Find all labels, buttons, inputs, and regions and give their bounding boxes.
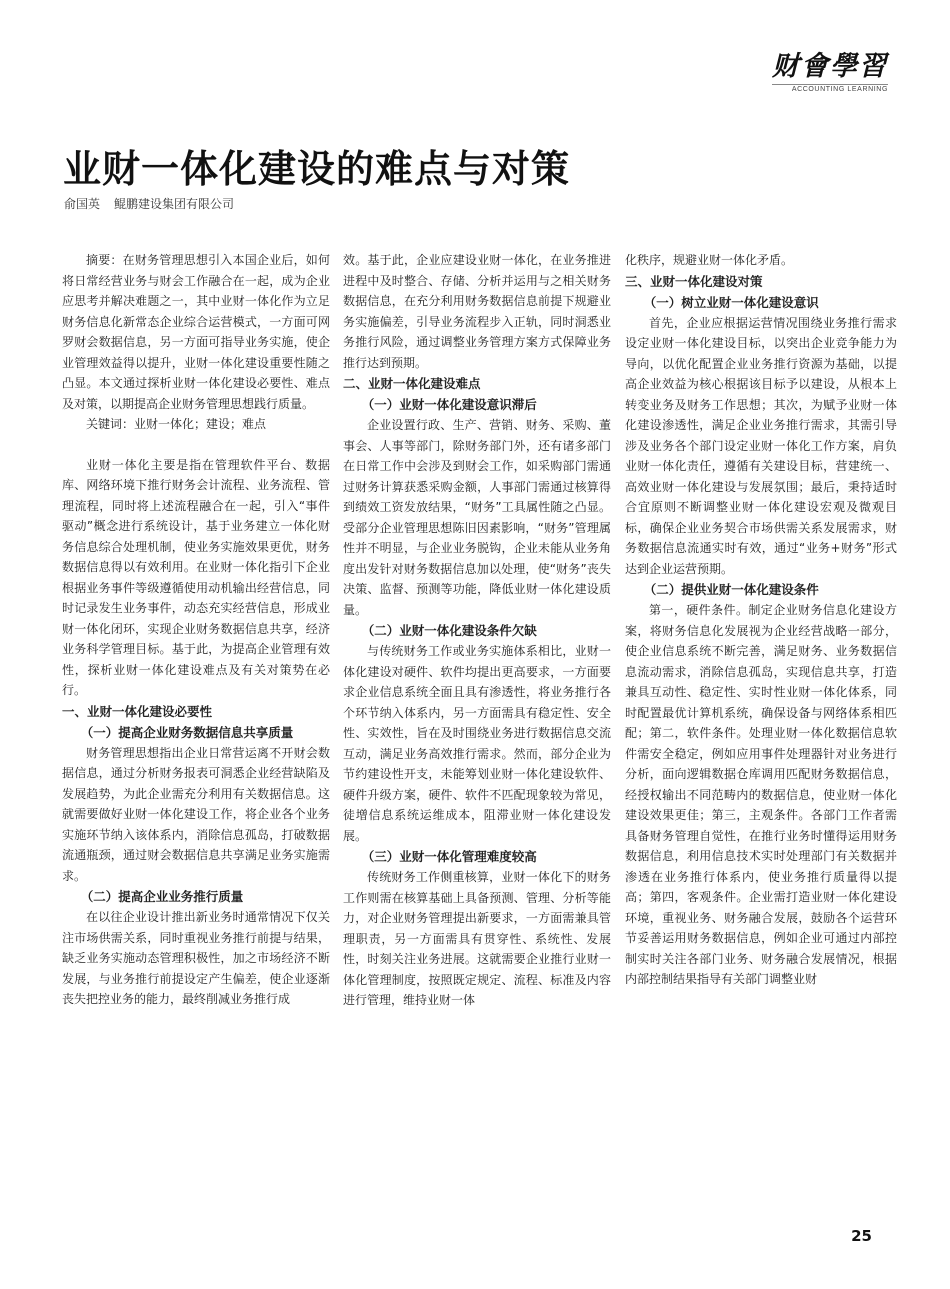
subsection-heading: （三）业财一体化管理难度较高 [361,849,537,864]
subsection-heading: （一）业财一体化建设意识滞后 [361,397,537,412]
subsection-heading: （二）提供业财一体化建设条件 [643,582,819,597]
paragraph: 首先，企业应根据运营情况围绕业务推行需求设定业财一体化建设目标，以突出企业竞争能力为导向，以优化配置企业业务推行资源为基础，以提高企业效益为核心根据该目标予以建设，从根本上转变业务及财务工作思想；其次，为赋予业财一体化建设渗透性，满足企业业务推行需求，其需引导涉及业务各个部门设定业财一体化工作方案，肩负业财一体化责任，遵循有关建设目标，营建统一、高效业财一体化建设与发展氛围；最后，秉持适时合宜原则不断调整业财一体化建设宏观及微观目标，确保企业业务契合市场供需关系发展需求，财务数据信息流通实时有效，通过“业务+财务”形式达到企业运营预期。 [625,315,897,576]
subsection-heading: （一）提高企业财务数据信息共享质量 [80,724,294,740]
paragraph: 企业设置行政、生产、营销、财务、采购、董事会、人事等部门，除财务部门外，还有诸多部门在日常工作中会涉及到财会工作，如采购部门需通过财务计算获悉采购金额，人事部门需通过核算得到绩效工资发放结果，“财务”工具属性随之凸显。受部分企业管理思想陈旧因素影响，“财务”管理属性并不明显，与企业业务脱钩，企业未能从业务角度出发针对财务数据信息加以处理，使“财务”丧失决策、监督、预测等功能，降低业财一体化建设质量。 [343,418,611,617]
subsection-heading: （二）业财一体化建设条件欠缺 [361,623,537,638]
spacer [62,435,330,455]
paragraph: 在以往企业设计推出新业务时通常情况下仅关注市场供需关系，同时重视业务推行前提与结果，缺乏业务实施动态管理积极性，加之市场经济不断发展，与业务推行前提设定产生偏差，使企业逐渐丧失把控业务的能力，最终削减业务推行成 [62,910,330,1006]
byline [64,195,234,212]
paragraph: 与传统财务工作或业务实施体系相比，业财一体化建设对硬件、软件均提出更高要求，一方面要求企业信息系统全面且具有渗透性，将业务推行各个环节纳入体系内，另一方面需具有稳定性、安全性、实效性，旨在及时围绕业务进行数据信息交流互动，满足业务高效推行需求。然而，部分企业为节约建设性开支，未能筹划业财一体化建设软件、硬件升级方案，硬件、软件不匹配现象较为常见，徒增信息系统运维成本，阻滞业财一体化建设发展。 [343,644,611,843]
paragraph: 财务管理思想指出企业日常营运离不开财会数据信息，通过分析财务报表可洞悉企业经营缺陷及发展趋势，为此企业需充分利用有关数据信息。这就需要做好业财一体化建设工作，将企业各个业务实施环节纳入该体系内，消除信息孤岛，打破数据流通瓶颈，通过财会数据信息共享满足业务实施需求。 [62,745,330,883]
subsection-heading: （二）提高企业业务推行质量 [80,889,244,904]
keywords: 关键词：业财一体化；建设；难点 [86,417,267,431]
page-number: 25 [851,1227,872,1245]
text-column-3 [625,250,897,990]
section-heading: 二、业财一体化建设难点 [343,376,481,391]
section-heading: 三、业财一体化建设对策 [625,273,763,289]
abstract: 摘要：在财务管理思想引入本国企业后，如何将日常经营业务与财会工作融合在一起，成为企业应思考并解决难题之一，其中业财一体化作为立足财务信息化新常态企业综合运营模式，一方面可网罗财会数据信息，另一方面可指导业务实施，使企业管理效益得以提升，业财一体化建设重要性随之凸显。本文通过探析业财一体化建设必要性、难点及对策，以期提高企业财务管理思想践行质量。 [62,253,330,411]
paragraph: 第一，硬件条件。制定企业财务信息化建设方案，将财务信息化发展视为企业经营战略一部分，使企业信息系统不断完善，满足财务、业务数据信息流动需求，消除信息孤岛，实现信息共享，打造兼具互动性、稳定性、实时性业财一体化体系，同时配置最优计算机系统，确保设备与网络体系相匹配；第二，软件条件。处理业财一体化数据信息软件需安全稳定，例如应用事件处理器针对业务进行分析，面向逻辑数据仓库调用匹配财务数据信息，经授权输出不同范畴内的数据信息，使业财一体化建设效果更佳；第三，主观条件。各部门工作者需具备财务管理自觉性，在推行业务时懂得运用财务数据信息，利用信息技术实时处理部门有关数据并渗透在业务推行体系内，使业务推行质量得以提高；第四，客观条件。企业需打造业财一体化建设环境，重视业务、财务融合发展，鼓励各个运营环节妥善运用财务数据信息，例如企业可通过内部控制实时关注各部门业务、财务融合发展情况，根据内部控制结果指导有关部门调整业财 [625,603,897,986]
intro-paragraph: 业财一体化主要是指在管理软件平台、数据库、网络环境下推行财务会计流程、业务流程、管理流程，同时将上述流程融合在一起，引入“事件驱动”概念进行系统设计，基于业务建立一体化财务信息综合处理机制，使业务实施效果更优，财务数据信息得以有效利用。在业财一体化指引下企业根据业务事件等级遵循使用动机输出经营信息，同时记录发生业务事件，动态充实经营信息，形成业财一体化闭环，实现企业财务数据信息共享，经济业务科学管理目标。基于此，为提高企业管理有效性，探析业财一体化建设难点及有关对策势在必行。 [62,457,330,697]
paragraph-continued: 化秩序，规避业财一体化矛盾。 [625,253,794,267]
journal-logo-cn: 财會學習 [772,51,888,82]
text-column-1 [62,250,330,1010]
text-column-2 [343,250,611,1011]
paragraph-continued: 效。基于此，企业应建设业财一体化，在业务推进进程中及时整合、存储、分析并运用与之相关财务数据信息，在充分利用财务数据信息前提下规避业务实施偏差，引导业务流程步入正轨，同时洞悉业务推行风险，通过调整业务管理方案方式保障业务推行达到预期。 [343,253,611,370]
author-affiliation: 鲲鹏建设集团有限公司 [114,197,235,211]
journal-logo-en: ACCOUNTING LEARNING [772,84,888,93]
subsection-heading: （一）树立业财一体化建设意识 [643,294,819,310]
section-heading: 一、业财一体化建设必要性 [62,703,213,719]
journal-brand [772,52,888,93]
article-title: 业财一体化建设的难点与对策 [63,147,571,191]
paragraph: 传统财务工作侧重核算，业财一体化下的财务工作则需在核算基础上具备预测、管理、分析等能力，对企业财务管理提出新要求，一方面需兼具管理职责，另一方面需具有贯穿性、系统性、发展性，时刻关注业务进展。这就需要企业推行业财一体化管理制度，按照既定规定、流程、标准及内容进行管理，维持业财一体 [343,870,611,1007]
author-name: 俞国英 [64,197,101,211]
